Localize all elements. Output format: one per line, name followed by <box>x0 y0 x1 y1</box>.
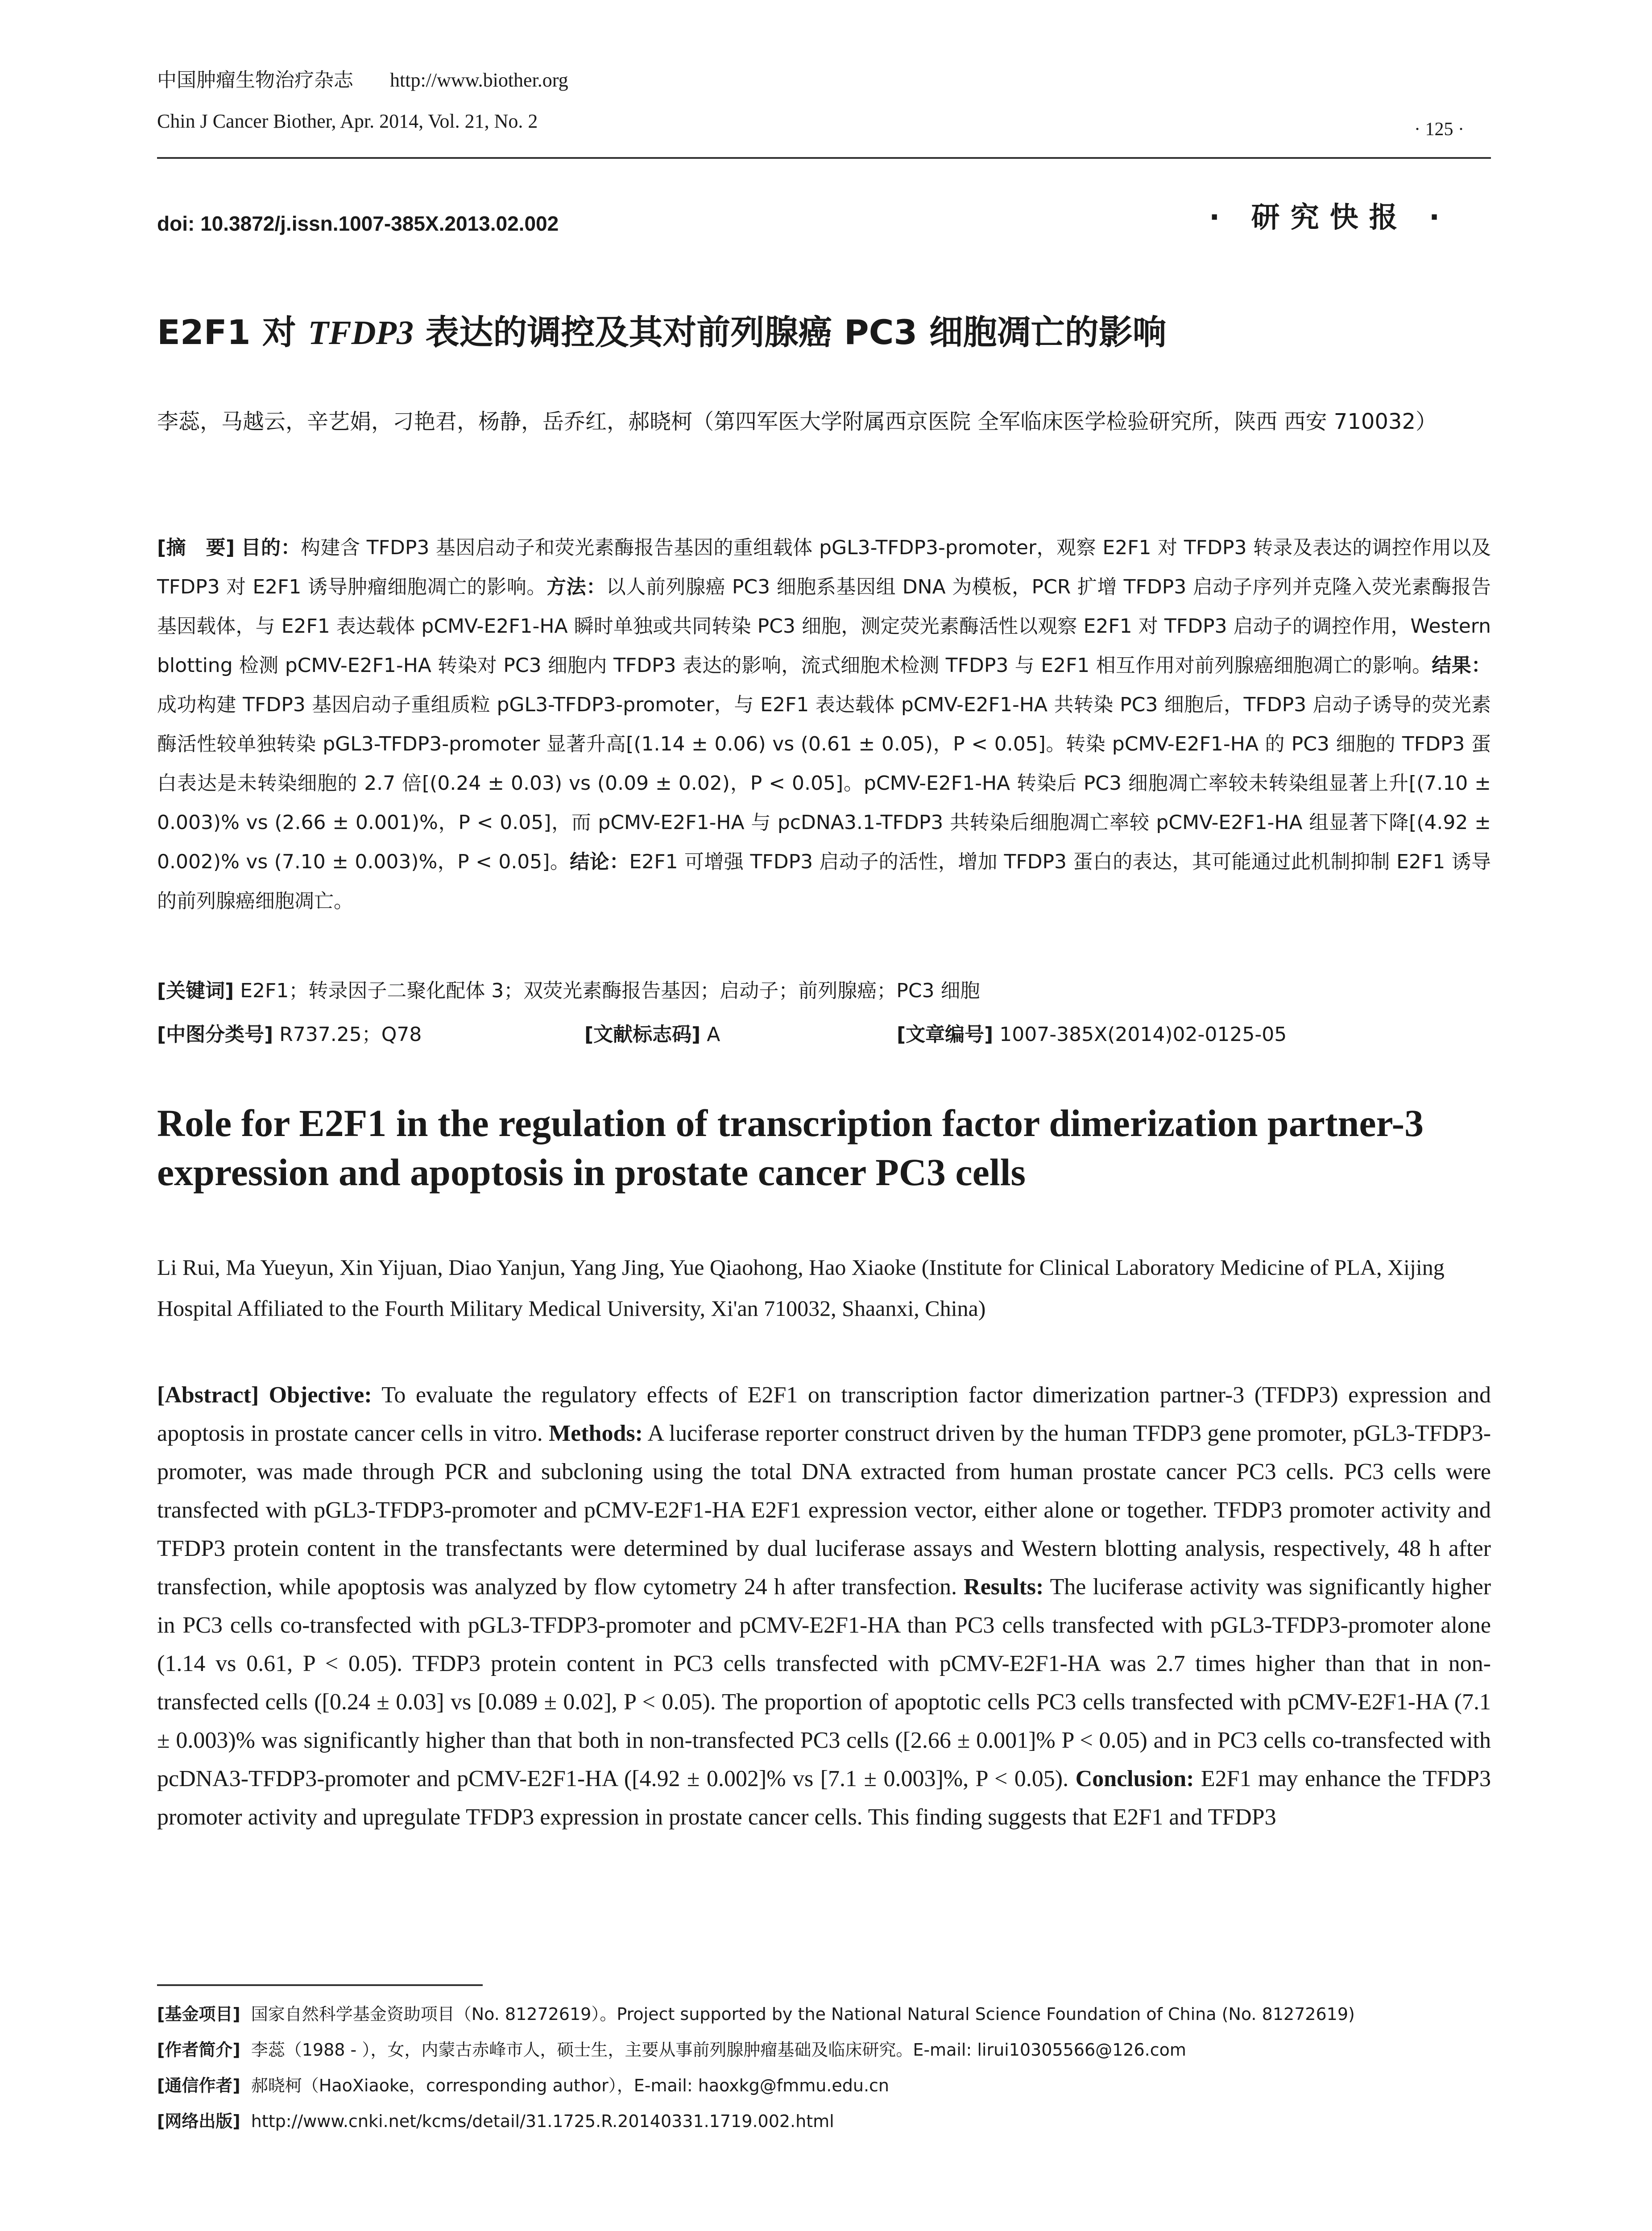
article-number <box>897 1018 1287 1047</box>
abstract-cn-label: [摘 要] <box>157 536 235 559</box>
authors-en: Li Rui, Ma Yueyun, Xin Yijuan, Diao Yanjun, Yang Jing, Yue Qiaohong, Hao Xiaoke (Institute for Clinical Laboratory Medicine of PLA, Xijing Hospital Affiliated to the Fourth Military Medical University, Xi'an 710032, Shaanxi, China) <box>157 1255 1445 1321</box>
results-cn: 成功构建 TFDP3 基因启动子重组质粒 pGL3-TFDP3-promoter，与 E2F1 表达载体 pCMV-E2F1-HA 共转染 PC3 细胞后，TFDP3 启动子诱导的荧光素酶活性较单独转染 pGL3-TFDP3-promoter 显著升高[(1.14 ± 0.06) vs (0.61 ± 0.05)，P < 0.05]。转染 pCMV-E2F1-HA 的 PC3 细胞的 TFDP3 蛋白表达是未转染细胞的 2.7 倍[(0.24 ± 0.03) vs (0.09 ± 0.02)，P < 0.05]。pCMV-E2F1-HA 转染后 PC3 细胞凋亡率较未转染组显著上升[(7.10 ± 0.003)% vs (2.66 ± 0.001)%，P < 0.05]，而 pCMV-E2F1-HA 与 pcDNA3.1-TFDP3 共转染后细胞凋亡率较 pCMV-E2F1-HA 组显著下降[(4.92 ± 0.002)% vs (7.10 ± 0.003)%，P < 0.05]。 <box>157 693 1491 873</box>
doc-code <box>584 1018 720 1047</box>
keywords-text: E2F1；转录因子二聚化配体 3；双荧光素酶报告基因；启动子；前列腺癌；PC3 细胞 <box>240 979 980 1002</box>
footnote-funding-text: 国家自然科学基金资助项目（No. 81272619）。Project supported by the National Natural Science Foundation of China (No. 81272619) <box>251 2004 1355 2024</box>
methods-en-label: Methods: <box>549 1421 643 1446</box>
column-tag: · 研究快报 · <box>1209 201 1451 234</box>
keywords-cn <box>157 975 980 1003</box>
objective-en: To evaluate the regulatory effects of E2F1 on transcription factor dimerization partner-3 (TFDP3) expression and apoptosis in prostate cancer cells in vitro. <box>157 1382 1491 1446</box>
objective-en-label: Objective: <box>269 1382 372 1408</box>
results-en-label: Results: <box>964 1574 1044 1600</box>
footnote-author-bio <box>157 2032 1186 2068</box>
conclusion-en: E2F1 may enhance the TFDP3 promoter activity and upregulate TFDP3 expression in prostate cancer cells. This finding suggests that E2F1 and TFDP3 <box>157 1766 1491 1830</box>
clc-label: [中图分类号] <box>157 1023 273 1046</box>
conclusion-cn-label: 结论： <box>570 850 629 873</box>
footnote-corresponding-text: 郝晓柯（HaoXiaoke，corresponding author），E-mail: haoxkg@fmmu.edu.cn <box>251 2076 890 2095</box>
article-number-value: 1007-385X(2014)02-0125-05 <box>999 1023 1287 1046</box>
conclusion-en-label: Conclusion: <box>1075 1766 1194 1791</box>
footnote-online-label: [网络出版] <box>157 2111 240 2131</box>
footnote-corresponding <box>157 2068 889 2103</box>
journal-name-cn: 中国肿瘤生物治疗杂志 <box>157 69 353 91</box>
title-cn-part2: 表达的调控及其对前列腺癌 PC3 细胞凋亡的影响 <box>413 312 1167 352</box>
results-en: The luciferase activity was significantly higher in PC3 cells co-transfected with pGL3-TFDP3-promoter and pCMV-E2F1-HA than PC3 cells transfected with pGL3-TFDP3-promoter alone (1.14 vs 0.61, P < 0.05). TFDP3 protein content in PC3 cells transfected with pCMV-E2F1-HA was 2.7 times higher than that in non-transfected cells ([0.24 ± 0.03] vs [0.089 ± 0.02], P < 0.05). The proportion of apoptotic cells PC3 cells transfected with pCMV-E2F1-HA (7.1 ± 0.003)% was significantly higher than that both in non-transfected PC3 cells ([2.66 ± 0.001]% P < 0.05) and in PC3 cells co-transfected with pcDNA3-TFDP3-promoter and pCMV-E2F1-HA ([4.92 ± 0.002]% vs [7.1 ± 0.003]%, P < 0.05). <box>157 1574 1491 1791</box>
footnote-divider <box>157 1984 483 1986</box>
footnote-author-bio-label: [作者简介] <box>157 2040 240 2060</box>
title-cn <box>157 305 1167 354</box>
footnote-author-bio-text: 李蕊（1988 - ），女，内蒙古赤峰市人，硕士生，主要从事前列腺肿瘤基础及临床研究。E-mail: lirui10305566@126.com <box>251 2040 1186 2060</box>
footnote-corresponding-label: [通信作者] <box>157 2076 240 2095</box>
footnote-funding-label: [基金项目] <box>157 2004 240 2024</box>
doi: doi: 10.3872/j.issn.1007-385X.2013.02.002 <box>157 212 559 235</box>
methods-cn-label: 方法： <box>547 576 606 598</box>
journal-header-cn <box>157 67 568 94</box>
abstract-cn <box>157 528 1491 921</box>
abstract-en-label: [Abstract] <box>157 1382 259 1408</box>
doc-code-label: [文献标志码] <box>584 1023 701 1046</box>
title-en: Role for E2F1 in the regulation of transcription factor dimerization partner-3 expression and apoptosis in prostate cancer PC3 cells <box>157 1102 1424 1194</box>
objective-cn-label: 目的： <box>241 536 301 559</box>
methods-en: A luciferase reporter construct driven by the human TFDP3 gene promoter, pGL3-TFDP3-promoter, was made through PCR and subcloning using the total DNA extracted from human prostate cancer PC3 cells. PC3 cells were transfected with pGL3-TFDP3-promoter and pCMV-E2F1-HA E2F1 expression vector, either alone or together. TFDP3 promoter activity and TFDP3 protein content in the transfectants were determined by dual luciferase assays and Western blotting analysis, respectively, 48 h after transfection, while apoptosis was analyzed by flow cytometry 24 h after transfection. <box>157 1421 1491 1600</box>
results-cn-label: 结果： <box>1432 654 1491 677</box>
footnote-funding <box>157 1996 1355 2032</box>
journal-citation-en: Chin J Cancer Biother, Apr. 2014, Vol. 21, No. 2 <box>157 110 538 132</box>
doc-code-value: A <box>707 1023 720 1046</box>
journal-url[interactable]: http://www.biother.org <box>390 69 568 91</box>
page-number: · 125 · <box>1414 119 1464 140</box>
classification-row <box>157 1018 422 1047</box>
article-number-label: [文章编号] <box>897 1023 994 1046</box>
methods-cn: 以人前列腺癌 PC3 细胞系基因组 DNA 为模板，PCR 扩增 TFDP3 启动子序列并克隆入荧光素酶报告基因载体，与 E2F1 表达载体 pCMV-E2F1-HA 瞬时单独或共同转染 PC3 细胞，测定荧光素酶活性以观察 E2F1 对 TFDP3 启动子的调控作用，Western blotting 检测 pCMV-E2F1-HA 转染对 PC3 细胞内 TFDP3 表达的影响，流式细胞术检测 TFDP3 与 E2F1 相互作用对前列腺癌细胞凋亡的影响。 <box>157 576 1491 677</box>
abstract-en <box>157 1376 1491 1837</box>
conclusion-cn: E2F1 可增强 TFDP3 启动子的活性，增加 TFDP3 蛋白的表达，其可能通过此机制抑制 E2F1 诱导的前列腺癌细胞凋亡。 <box>157 850 1491 912</box>
objective-cn: 构建含 TFDP3 基因启动子和荧光素酶报告基因的重组载体 pGL3-TFDP3-promoter，观察 E2F1 对 TFDP3 转录及表达的调控作用以及 TFDP3 对 E2F1 诱导肿瘤细胞凋亡的影响。 <box>157 536 1491 598</box>
clc-value: R737.25；Q78 <box>279 1023 422 1046</box>
footnote-online-link[interactable]: http://www.cnki.net/kcms/detail/31.1725.R.20140331.1719.002.html <box>251 2111 834 2131</box>
keywords-label: [关键词] <box>157 979 234 1002</box>
authors-cn: 李蕊，马越云，辛艺娟，刁艳君，杨静，岳乔红，郝晓柯（第四军医大学附属西京医院 全军临床医学检验研究所，陕西 西安 710032） <box>157 409 1437 434</box>
title-cn-gene: TFDP3 <box>308 314 414 352</box>
footnote-online <box>157 2103 834 2139</box>
header-divider <box>157 157 1491 159</box>
title-cn-part1: E2F1 对 <box>157 312 308 352</box>
